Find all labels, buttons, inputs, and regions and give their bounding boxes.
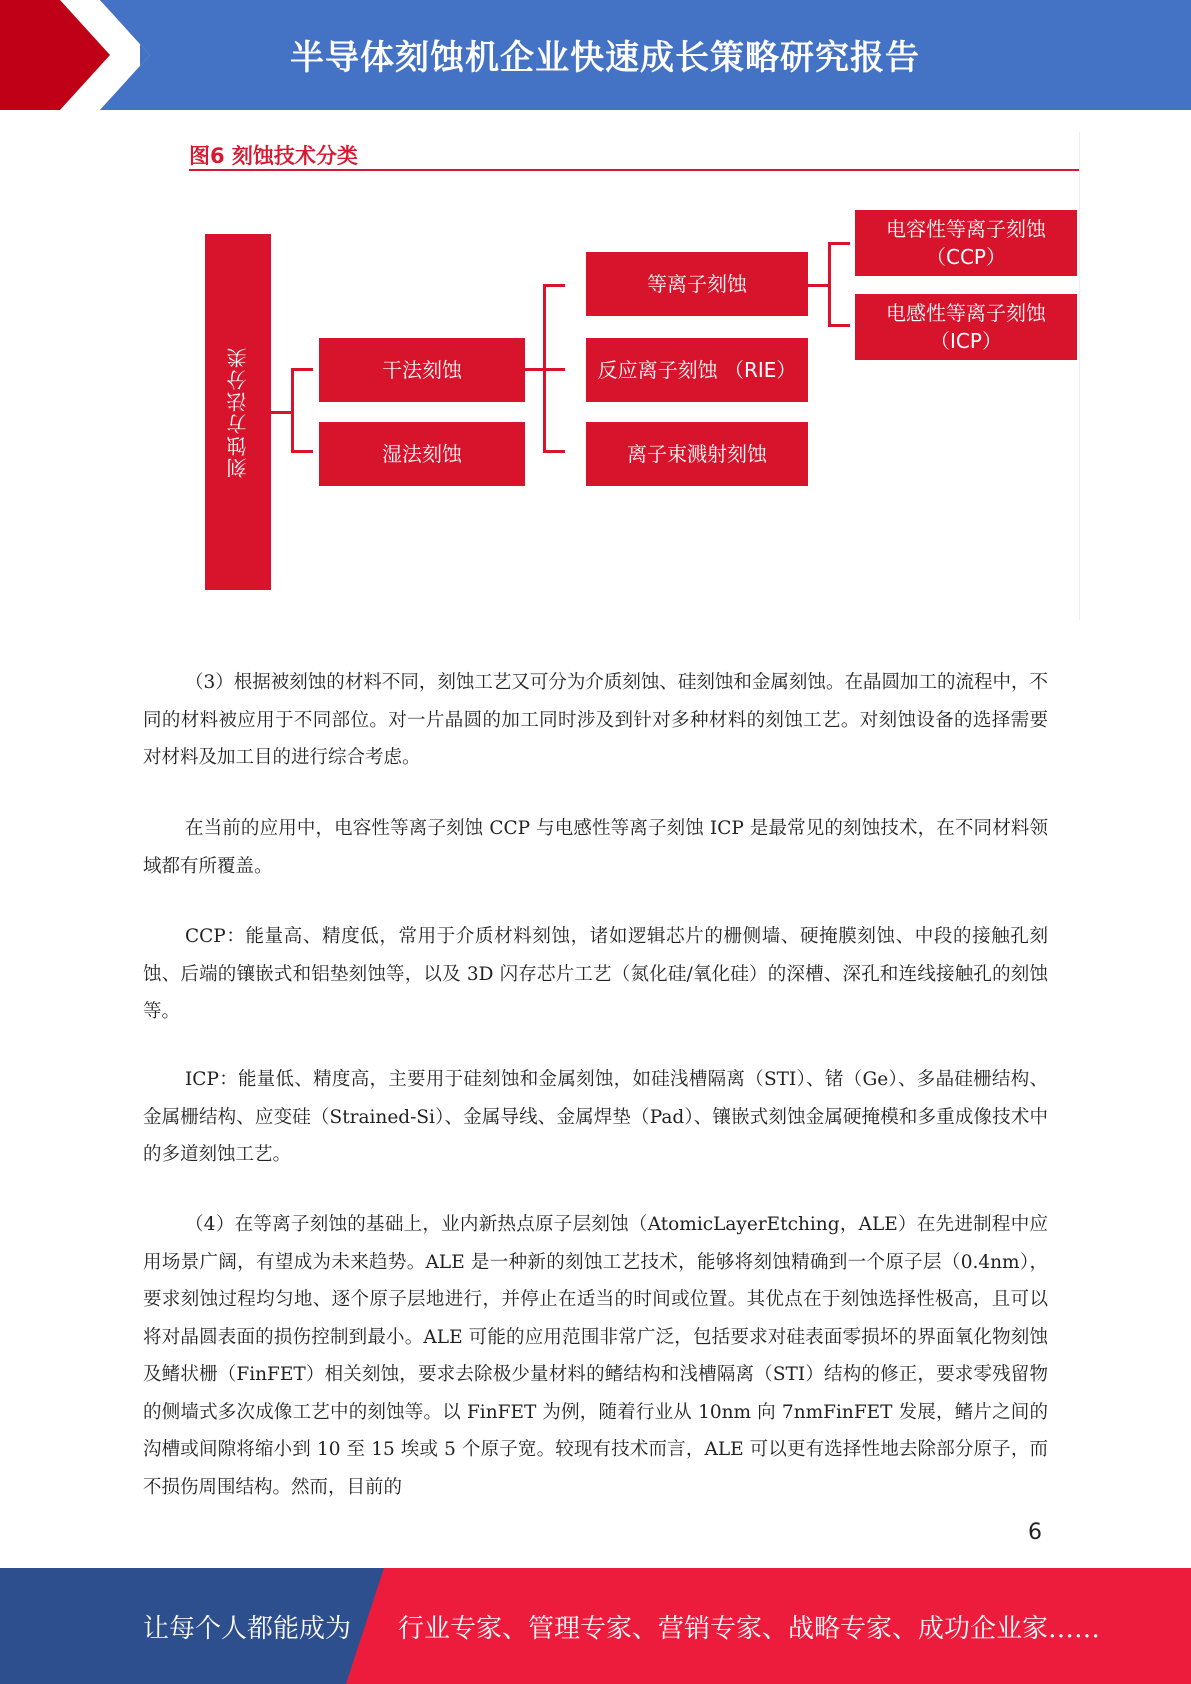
paragraph-ale: （4）在等离子刻蚀的基础上，业内新热点原子层刻蚀（AtomicLayerEtching，ALE）在先进制程中应用场景广阔，有望成为未来趋势。ALE 是一种新的刻蚀工艺技术，能够将刻蚀精确到一个原子层（0.4nm），要求刻蚀过程均匀地、逐个原子层地进行，并停止在适当的时间或位置。其优点在于刻蚀选择性极高，且可以将对晶圆表面的损伤控制到最小。ALE 可能的应用范围非常广泛，包括要求对硅表面零损坏的界面氧化物刻蚀及鳍状栅（FinFET）相关刻蚀，要求去除极少量材料的鳍结构和浅槽隔离（STI）结构的修正，要求零残留物的侧墙式多次成像工艺中的刻蚀等。以 FinFET 为例，随着行业从 10nm 向 7nmFinFET 发展，鳍片之间的沟槽或间隙将缩小到 10 至 15 埃或 5 个原子宽。较现有技术而言，ALE 可以更有选择性地去除部分原子，而不损伤周围结构。然而，目前的 <box>143 1214 1048 1498</box>
root-node-label: 刻蚀方法分类 <box>226 346 250 478</box>
paragraph-ccp: CCP：能量高、精度低，常用于介质材料刻蚀，诸如逻辑芯片的栅侧墙、硬掩膜刻蚀、中段的接触孔刻蚀、后端的镶嵌式和铝垫刻蚀等，以及 3D 闪存芯片工艺（氮化硅/氧化硅）的深槽、深孔和连线接触孔的刻蚀等。 <box>143 926 1048 1022</box>
page-footer <box>0 1568 1191 1684</box>
footer-slogan-left: 让每个人都能成为 <box>143 1614 352 1644</box>
root-node-box <box>205 234 271 590</box>
footer-slogan-right: 行业专家、管理专家、营销专家、战略专家、成功企业家…… <box>398 1614 1101 1644</box>
ccp-etch-label: 电容性等离子刻蚀 （CCP） <box>886 217 1046 269</box>
wet-etch-node: 湿法刻蚀 <box>319 422 525 486</box>
connector <box>828 242 831 326</box>
connector <box>291 368 294 452</box>
plasma-etch-node: 等离子刻蚀 <box>586 252 808 316</box>
connector <box>291 450 313 453</box>
paragraph-icp: ICP：能量低、精度高，主要用于硅刻蚀和金属刻蚀，如硅浅槽隔离（STI）、锗（Ge）、多晶硅栅结构、金属栅结构、应变硅（Strained-Si）、金属导线、金属焊垫（Pad）、镶嵌式刻蚀金属硬掩模和多重成像技术中的多道刻蚀工艺。 <box>143 1069 1048 1165</box>
figure-edge <box>1079 132 1080 620</box>
etching-classification-figure <box>185 132 1081 620</box>
page-number: 6 <box>1028 1520 1042 1545</box>
ion-beam-etch-node: 离子束溅射刻蚀 <box>586 422 808 486</box>
figure-caption: 图6 刻蚀技术分类 <box>189 144 358 168</box>
dry-etch-node: 干法刻蚀 <box>319 338 525 402</box>
connector <box>291 368 313 371</box>
connector <box>271 411 293 414</box>
connector <box>808 284 830 287</box>
connector <box>828 242 850 245</box>
icp-etch-node <box>855 294 1077 360</box>
caption-rule <box>189 169 1080 171</box>
rie-etch-node: 反应离子刻蚀 （RIE） <box>586 338 808 402</box>
page-header <box>0 0 1191 110</box>
connector <box>543 284 565 287</box>
connector <box>828 324 850 327</box>
icp-etch-label: 电感性等离子刻蚀 （ICP） <box>886 301 1046 353</box>
connector <box>543 450 565 453</box>
paragraph-ccp-icp-common: 在当前的应用中，电容性等离子刻蚀 CCP 与电感性等离子刻蚀 ICP 是最常见的刻蚀技术，在不同材料领域都有所覆盖。 <box>143 818 1048 877</box>
connector <box>543 368 565 371</box>
report-title: 半导体刻蚀机企业快速成长策略研究报告 <box>290 38 920 78</box>
paragraph-material-etching: （3）根据被刻蚀的材料不同，刻蚀工艺又可分为介质刻蚀、硅刻蚀和金属刻蚀。在晶圆加工的流程中，不同的材料被应用于不同部位。对一片晶圆的加工同时涉及到针对多种材料的刻蚀工艺。对刻蚀设备的选择需要对材料及加工目的进行综合考虑。 <box>143 672 1048 768</box>
ccp-etch-node <box>855 210 1077 276</box>
connector <box>525 368 545 371</box>
